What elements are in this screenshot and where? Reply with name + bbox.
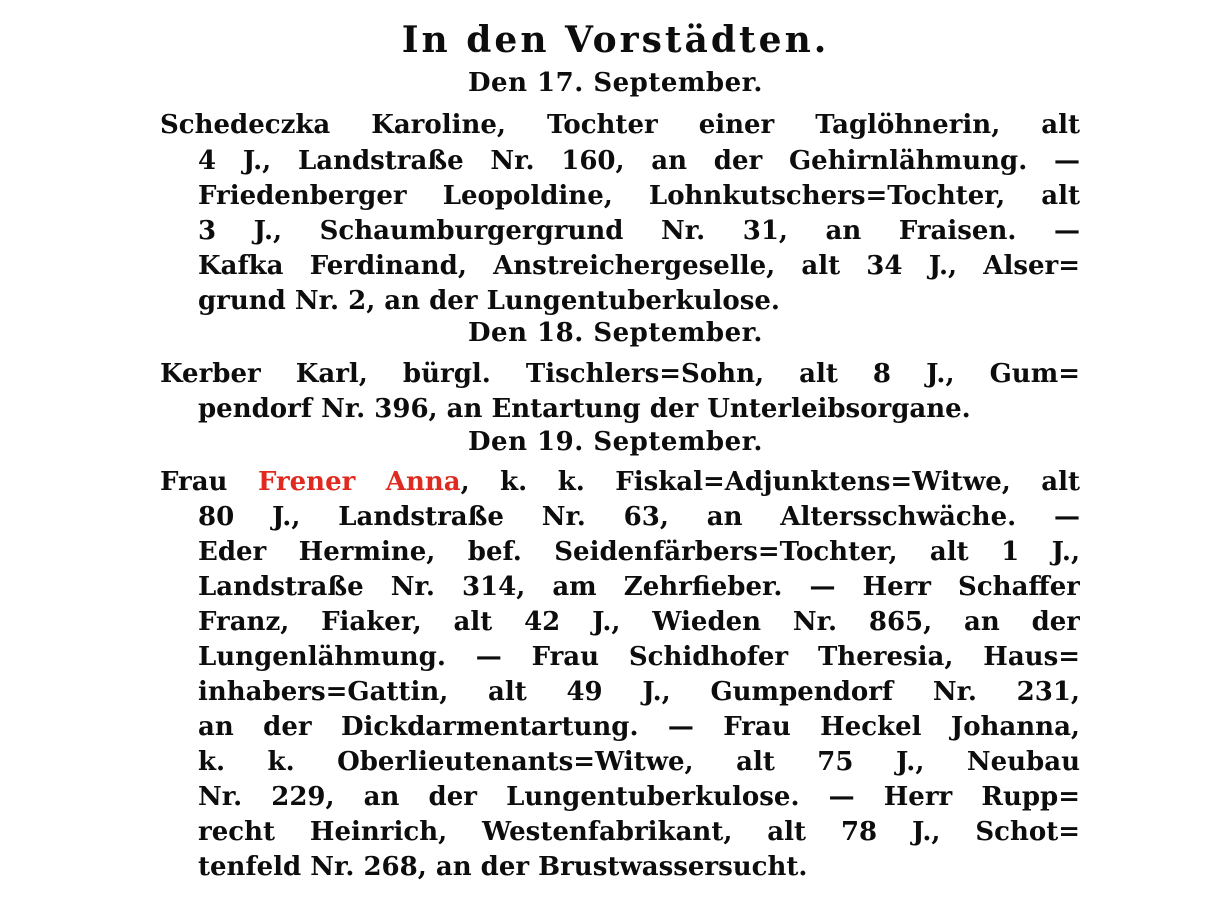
text-line: an der Dickdarmentartung. — Frau Heckel Johanna, bbox=[198, 712, 1080, 742]
text-line: inhabers=Gattin, alt 49 J., Gumpendorf Nr. 231, bbox=[198, 677, 1080, 707]
text-line: Franz, Fiaker, alt 42 J., Wieden Nr. 865, an der bbox=[198, 607, 1080, 637]
text-line: Kerber Karl, bürgl. Tischlers=Sohn, alt 8 J., Gum= bbox=[160, 359, 1080, 389]
date-heading-19: Den 19. September. bbox=[468, 427, 763, 457]
text-line: 4 J., Landstraße Nr. 160, an der Gehirnlähmung. — bbox=[198, 146, 1080, 176]
text-line: Kafka Ferdinand, Anstreichergeselle, alt 34 J., Alser= bbox=[198, 251, 1080, 281]
text-line: 80 J., Landstraße Nr. 63, an Altersschwäche. — bbox=[198, 502, 1080, 532]
date-heading-17: Den 17. September. bbox=[468, 68, 763, 98]
text-line: Schedeczka Karoline, Tochter einer Taglöhnerin, alt bbox=[160, 110, 1080, 140]
text-line: Eder Hermine, bef. Seidenfärbers=Tochter, alt 1 J., bbox=[198, 537, 1080, 567]
text-line: Friedenberger Leopoldine, Lohnkutschers=Tochter, alt bbox=[198, 181, 1080, 211]
text-segment: , k. k. Fiskal=Adjunktens=Witwe, alt bbox=[460, 467, 1080, 497]
text-line: pendorf Nr. 396, an Entartung der Unterleibsorgane. bbox=[198, 394, 971, 424]
text-line bbox=[160, 464, 1080, 500]
text-segment: Frau bbox=[160, 467, 258, 497]
text-line: Landstraße Nr. 314, am Zehrfieber. — Herr Schaffer bbox=[198, 572, 1080, 602]
highlighted-name: Frener Anna bbox=[257, 467, 461, 497]
date-heading-18: Den 18. September. bbox=[468, 318, 763, 348]
text-line: Lungenlähmung. — Frau Schidhofer Theresia, Haus= bbox=[198, 642, 1080, 672]
section-title: In den Vorstädten. bbox=[401, 19, 830, 61]
text-line: recht Heinrich, Westenfabrikant, alt 78 J., Schot= bbox=[198, 817, 1080, 847]
text-line: k. k. Oberlieutenants=Witwe, alt 75 J., Neubau bbox=[198, 747, 1080, 777]
text-line: Nr. 229, an der Lungentuberkulose. — Herr Rupp= bbox=[198, 782, 1080, 812]
text-line: 3 J., Schaumburgergrund Nr. 31, an Fraisen. — bbox=[198, 216, 1080, 246]
text-line: tenfeld Nr. 268, an der Brustwassersucht. bbox=[198, 852, 808, 882]
text-line: grund Nr. 2, an der Lungentuberkulose. bbox=[198, 286, 780, 316]
